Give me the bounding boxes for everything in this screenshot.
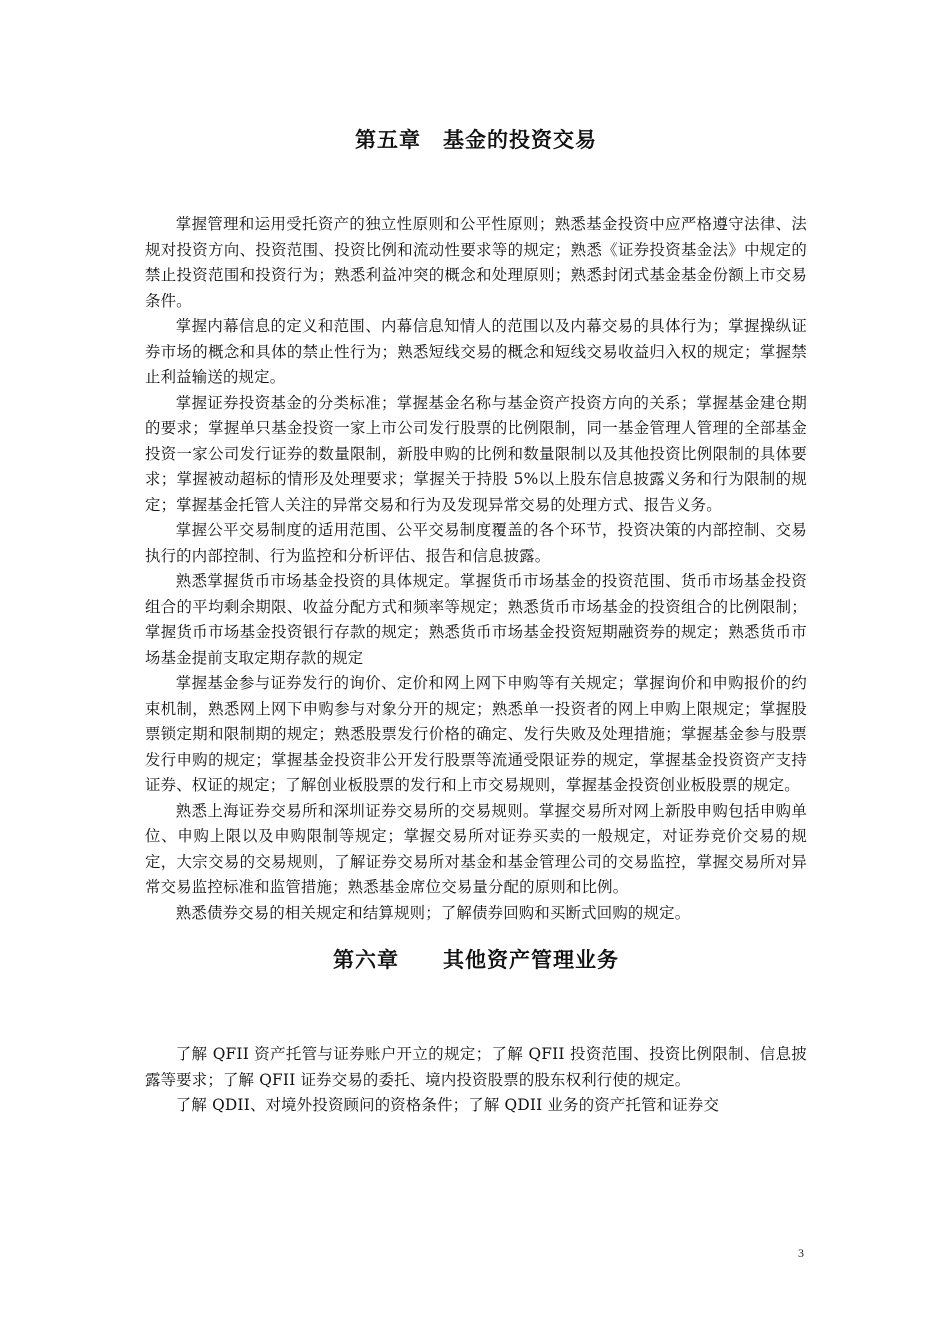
spacer: [145, 154, 807, 212]
chapter-5-paragraph: 熟悉上海证券交易所和深圳证券交易所的交易规则。掌握交易所对网上新股申购包括申购单位、申购上限以及申购限制等规定；掌握交易所对证券买卖的一般规定，对证券竞价交易的规定，大宗交易的交易规则，了解证券交易所对基金和基金管理公司的交易监控，掌握交易所对异常交易监控标准和监管措施；熟悉基金席位交易量分配的原则和比例。: [145, 801, 807, 896]
chapter-5-paragraph: 熟悉掌握货币市场基金投资的具体规定。掌握货币市场基金的投资范围、货币市场基金投资组合的平均剩余期限、收益分配方式和频率等规定；熟悉货币市场基金的投资组合的比例限制；掌握货币市场基金投资银行存款的规定；熟悉货币市场基金投资短期融资券的规定；熟悉货币市场基金提前支取定期存款的规定: [145, 572, 807, 667]
chapter-5-paragraph: 掌握公平交易制度的适用范围、公平交易制度覆盖的各个环节，投资决策的内部控制、交易执行的内部控制、行为监控和分析评估、报告和信息披露。: [145, 521, 807, 565]
chapter-6-paragraph: 了解 QFII 资产托管与证券账户开立的规定；了解 QFII 投资范围、投资比例限制、信息披露等要求；了解 QFII 证券交易的委托、境内投资股票的股东权利行使的规定。: [145, 1045, 807, 1089]
spacer: [145, 974, 807, 1042]
page-content: [145, 118, 807, 1119]
chapter-6-paragraph: 了解 QDII、对境外投资顾问的资格条件；了解 QDII 业务的资产托管和证券交: [175, 1096, 720, 1114]
chapter-5-paragraph: 掌握管理和运用受托资产的独立性原则和公平性原则；熟悉基金投资中应严格遵守法律、法规对投资方向、投资范围、投资比例和流动性要求等的规定；熟悉《证券投资基金法》中规定的禁止投资范围和投资行为；熟悉利益冲突的概念和处理原则；熟悉封闭式基金基金份额上市交易条件。: [145, 215, 807, 310]
chapter-6-title: 第六章 其他资产管理业务: [333, 948, 619, 972]
chapter-5-title: 第五章 基金的投资交易: [355, 128, 597, 152]
chapter-5-paragraph: 掌握证券投资基金的分类标准；掌握基金名称与基金资产投资方向的关系；掌握基金建仓期的要求；掌握单只基金投资一家上市公司发行股票的比例限制，同一基金管理人管理的全部基金投资一家公司发行证券的数量限制，新股申购的比例和数量限制以及其他投资比例限制的具体要求；掌握被动超标的情形及处理要求；掌握关于持股 5%以上股东信息披露义务和行为限制的规定；掌握基金托管人关注的异常交易和行为及发现异常交易的处理方式、报告义务。: [145, 393, 807, 514]
chapter-5-paragraph: 掌握基金参与证券发行的询价、定价和网上网下申购等有关规定；掌握询价和申购报价的约束机制，熟悉网上网下申购参与对象分开的规定；熟悉单一投资者的网上申购上限规定；掌握股票锁定期和限制期的规定；熟悉股票发行价格的确定、发行失败及处理措施；掌握基金参与股票发行申购的规定；掌握基金投资非公开发行股票等流通受限证券的规定，掌握基金投资资产支持证券、权证的规定；了解创业板股票的发行和上市交易规则，掌握基金投资创业板股票的规定。: [145, 674, 807, 794]
chapter-5-paragraph: 熟悉债券交易的相关规定和结算规则；了解债券回购和买断式回购的规定。: [175, 903, 691, 922]
chapter-5-paragraph: 掌握内幕信息的定义和范围、内幕信息知情人的范围以及内幕交易的具体行为；掌握操纵证券市场的概念和具体的禁止性行为；熟悉短线交易的概念和短线交易收益归入权的规定；掌握禁止利益输送的规定。: [145, 317, 807, 386]
page-number: 3: [798, 1246, 804, 1260]
